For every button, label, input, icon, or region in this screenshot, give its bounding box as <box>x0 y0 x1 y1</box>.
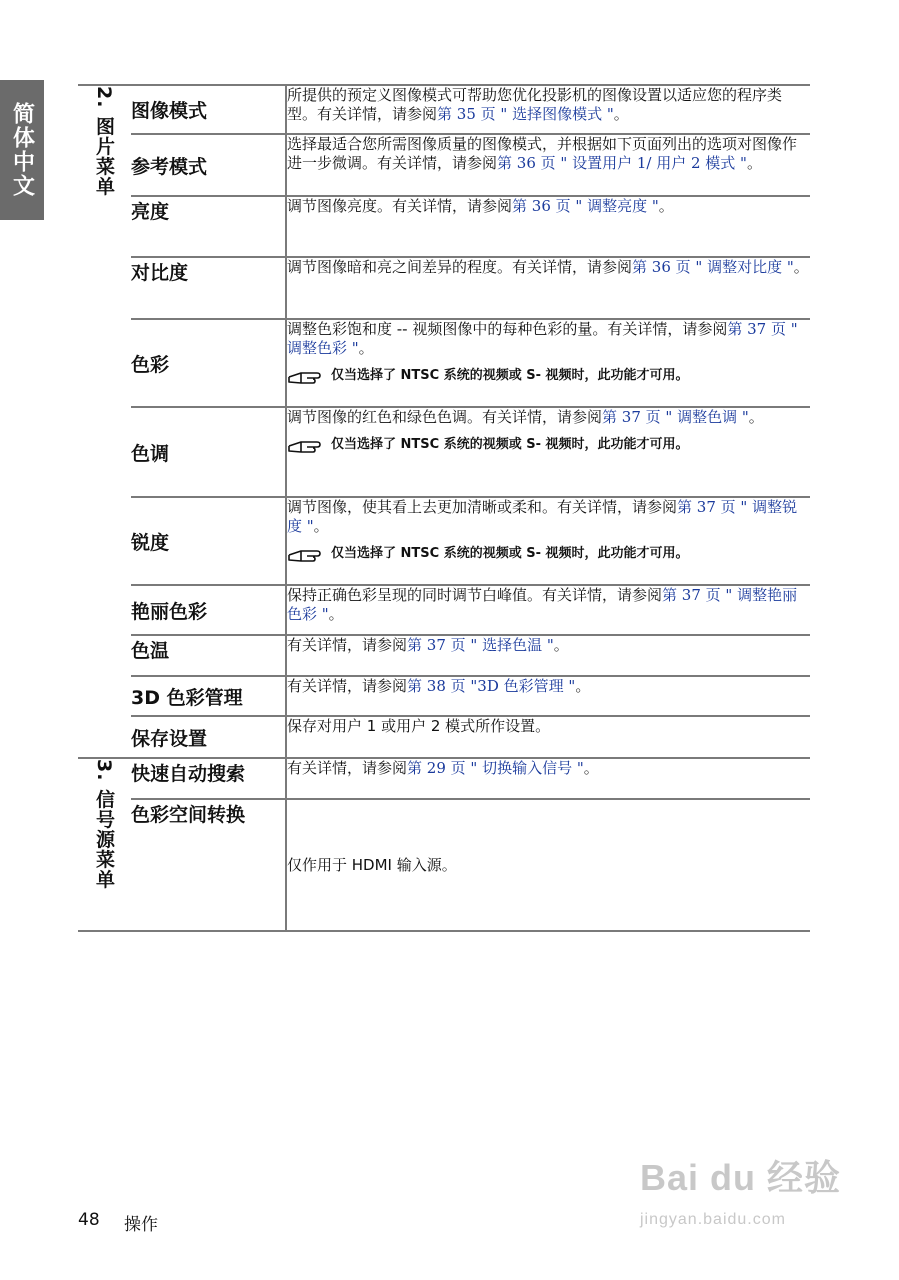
description-suffix: 。 <box>613 105 629 123</box>
page-reference-link[interactable]: 第 36 页 " 设置用户 1/ 用户 2 模式 " <box>497 154 747 172</box>
setting-description <box>286 497 810 585</box>
setting-description <box>286 758 810 799</box>
section-label: 3. 信号源菜单 <box>93 759 115 890</box>
page-reference-link[interactable]: 第 36 页 " 调整对比度 " <box>632 258 794 276</box>
setting-name: 锐度 <box>131 497 286 585</box>
description-text: 有关详情，请参阅 <box>287 636 408 654</box>
description-suffix: 。 <box>358 339 374 357</box>
setting-description <box>286 585 810 635</box>
settings-table <box>78 84 810 932</box>
page-reference-link[interactable]: 第 37 页 " 调整锐度 " <box>287 498 798 535</box>
description-text: 调节图像的红色和绿色色调。有关详情，请参阅 <box>287 408 603 426</box>
setting-description <box>286 407 810 497</box>
note-text: 仅当选择了 NTSC 系统的视频或 S- 视频时，此功能才可用。 <box>331 368 689 383</box>
description-text: 选择最适合您所需图像质量的图像模式，并根据如下页面列出的选项对图像作进一步微调。有关详情，请参阅 <box>287 135 798 172</box>
description-suffix: 。 <box>583 759 599 777</box>
baidu-watermark <box>640 1150 850 1260</box>
page-number: 48 <box>78 1210 100 1230</box>
table-row <box>78 196 810 257</box>
table-row <box>78 676 810 716</box>
page-reference-link[interactable]: 第 29 页 " 切换输入信号 " <box>407 759 584 777</box>
description-text: 保持正确色彩呈现的同时调节白峰值。有关详情，请参阅 <box>287 586 663 604</box>
page-reference-link[interactable]: 第 37 页 " 调整色调 " <box>602 408 749 426</box>
setting-name: 色彩空间转换 <box>131 799 286 931</box>
setting-description <box>286 134 810 196</box>
watermark-url: jingyan.baidu.com <box>640 1211 786 1228</box>
table-row <box>78 85 810 134</box>
page-reference-link[interactable]: 第 37 页 " 调整色彩 " <box>287 320 798 357</box>
setting-description <box>286 676 810 716</box>
setting-description <box>286 85 810 134</box>
table-row <box>78 407 810 497</box>
description-text: 调节图像亮度。有关详情，请参阅 <box>287 197 513 215</box>
setting-description <box>286 257 810 319</box>
table-row <box>78 585 810 635</box>
table-row <box>78 758 810 799</box>
description-text: 有关详情，请参阅 <box>287 759 408 777</box>
setting-description <box>286 716 810 758</box>
description-suffix: 。 <box>575 677 591 695</box>
description-text: 调节图像，使其看上去更加清晰或柔和。有关详情，请参阅 <box>287 498 678 516</box>
setting-name: 色温 <box>131 635 286 676</box>
note <box>287 366 810 386</box>
setting-name: 图像模式 <box>131 85 286 134</box>
setting-name: 保存设置 <box>131 716 286 758</box>
section-label: 2. 图片菜单 <box>93 86 115 197</box>
hand-pointer-icon <box>287 368 323 386</box>
table-row <box>78 799 810 931</box>
setting-name: 参考模式 <box>131 134 286 196</box>
description-suffix: 。 <box>746 154 762 172</box>
setting-name: 艳丽色彩 <box>131 585 286 635</box>
table-row <box>78 716 810 758</box>
description-suffix: 。 <box>748 408 764 426</box>
description-suffix: 。 <box>553 636 569 654</box>
description-text: 调整色彩饱和度 -- 视频图像中的每种色彩的量。有关详情，请参阅 <box>287 320 728 338</box>
description-suffix: 。 <box>658 197 674 215</box>
setting-description <box>286 319 810 407</box>
setting-description <box>286 196 810 257</box>
setting-name: 色彩 <box>131 319 286 407</box>
note-text: 仅当选择了 NTSC 系统的视频或 S- 视频时，此功能才可用。 <box>331 546 689 561</box>
setting-name: 3D 色彩管理 <box>131 676 286 716</box>
page-reference-link[interactable]: 第 38 页 "3D 色彩管理 " <box>407 677 576 695</box>
description-suffix: 。 <box>313 517 329 535</box>
description-text: 所提供的预定义图像模式可帮助您优化投影机的图像设置以适应您的程序类型。有关详情，请参阅 <box>287 86 783 123</box>
section-cell <box>78 85 131 758</box>
page-reference-link[interactable]: 第 35 页 " 选择图像模式 " <box>437 105 614 123</box>
setting-description <box>286 799 810 931</box>
description-suffix: 。 <box>793 258 809 276</box>
page-reference-link[interactable]: 第 37 页 " 调整艳丽色彩 " <box>287 586 798 623</box>
table-row <box>78 635 810 676</box>
description-text: 仅作用于 HDMI 输入源。 <box>287 855 457 874</box>
table-row <box>78 319 810 407</box>
description-text: 调节图像暗和亮之间差异的程度。有关详情，请参阅 <box>287 258 633 276</box>
setting-name: 快速自动搜索 <box>131 758 286 799</box>
setting-name: 色调 <box>131 407 286 497</box>
table-row <box>78 497 810 585</box>
hand-pointer-icon <box>287 546 323 564</box>
description-suffix: 。 <box>328 605 344 623</box>
table-row <box>78 257 810 319</box>
page-reference-link[interactable]: 第 37 页 " 选择色温 " <box>407 636 554 654</box>
hand-pointer-icon <box>287 437 323 455</box>
description-text: 有关详情，请参阅 <box>287 677 408 695</box>
chapter-name: 操作 <box>124 1215 158 1235</box>
language-tab: 简体中文 <box>0 80 44 220</box>
watermark-logo: Bai du 经验 <box>640 1157 842 1198</box>
table-row <box>78 134 810 196</box>
note-text: 仅当选择了 NTSC 系统的视频或 S- 视频时，此功能才可用。 <box>331 437 689 452</box>
description-text: 保存对用户 1 或用户 2 模式所作设置。 <box>287 717 551 735</box>
setting-name: 对比度 <box>131 257 286 319</box>
setting-description <box>286 635 810 676</box>
section-cell <box>78 758 131 931</box>
note <box>287 544 810 564</box>
note <box>287 435 810 455</box>
setting-name: 亮度 <box>131 196 286 257</box>
page-reference-link[interactable]: 第 36 页 " 调整亮度 " <box>512 197 659 215</box>
